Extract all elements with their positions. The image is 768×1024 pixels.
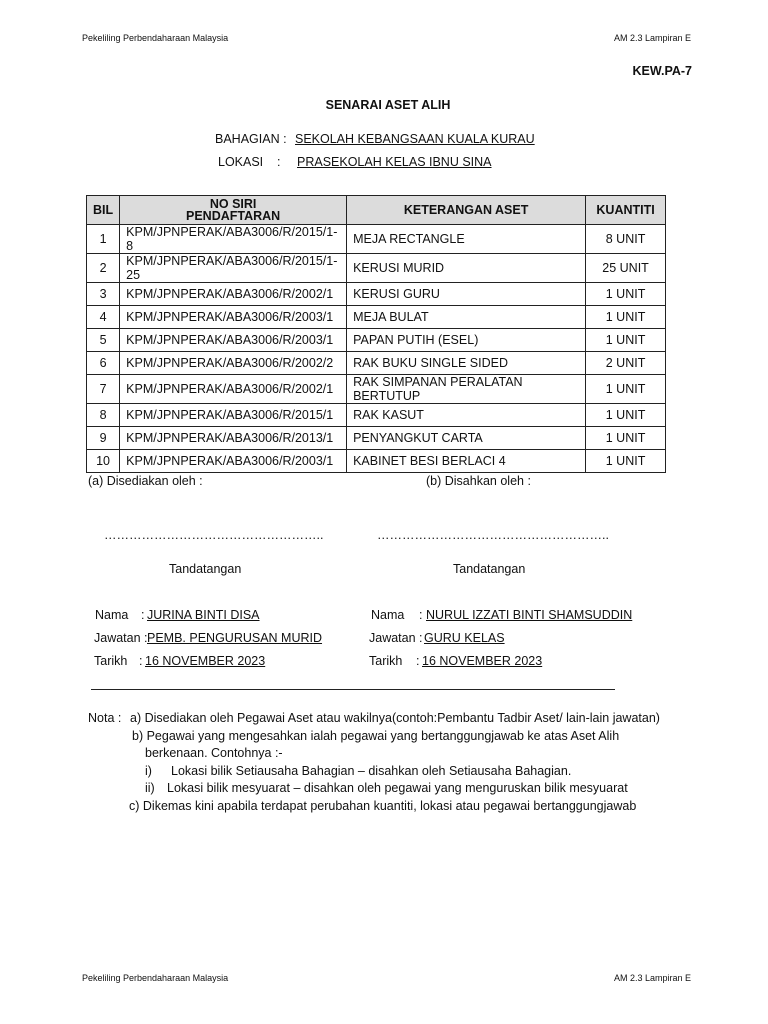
cell-bil: 4 xyxy=(87,306,120,329)
cell-kuantiti: 1 UNIT xyxy=(586,329,666,352)
nota-item-i-number: i) xyxy=(145,764,152,778)
nota-label: Nota : xyxy=(88,711,122,725)
asset-table xyxy=(86,195,666,473)
lokasi-value: PRASEKOLAH KELAS IBNU SINA xyxy=(297,155,492,169)
cell-kuantiti: 25 UNIT xyxy=(586,254,666,283)
footer-left-text: Pekeliling Perbendaharaan Malaysia xyxy=(82,973,229,983)
nota-item-b-line2: berkenaan. Contohnya :- xyxy=(145,746,283,760)
cell-bil: 3 xyxy=(87,283,120,306)
form-code: KEW.PA-7 xyxy=(632,64,692,78)
table-row xyxy=(87,352,666,375)
col-header-keterangan: KETERANGAN ASET xyxy=(347,196,586,225)
table-header-row xyxy=(87,196,666,225)
cell-bil: 9 xyxy=(87,427,120,450)
cell-kuantiti: 1 UNIT xyxy=(586,450,666,473)
table-row xyxy=(87,375,666,404)
cell-no-siri: KPM/JPNPERAK/ABA3006/R/2015/1-25 xyxy=(120,254,347,283)
approved-signature-dots: ……………………………………………….. xyxy=(377,528,609,542)
cell-keterangan: KABINET BESI BERLACI 4 xyxy=(347,450,586,473)
table-row xyxy=(87,329,666,352)
cell-no-siri: KPM/JPNPERAK/ABA3006/R/2003/1 xyxy=(120,306,347,329)
nota-item-a: a) Disediakan oleh Pegawai Aset atau wakilnya(contoh:Pembantu Tadbir Aset/ lain-lain jawatan) xyxy=(130,711,660,725)
col-header-no-siri-line2: PENDAFTARAN xyxy=(186,209,281,223)
cell-no-siri: KPM/JPNPERAK/ABA3006/R/2003/1 xyxy=(120,329,347,352)
approved-jawatan-value: GURU KELAS xyxy=(424,631,505,645)
col-header-no-siri xyxy=(120,196,347,225)
cell-bil: 7 xyxy=(87,375,120,404)
cell-keterangan: RAK BUKU SINGLE SIDED xyxy=(347,352,586,375)
approved-jawatan-label: Jawatan : xyxy=(369,631,423,645)
header-right-text: AM 2.3 Lampiran E xyxy=(613,33,691,43)
cell-no-siri: KPM/JPNPERAK/ABA3006/R/2013/1 xyxy=(120,427,347,450)
approved-nama-colon: : xyxy=(419,608,423,622)
cell-kuantiti: 1 UNIT xyxy=(586,427,666,450)
col-header-no-siri-line1: NO SIRI xyxy=(209,197,257,211)
lokasi-colon: : xyxy=(277,155,281,169)
table-row xyxy=(87,283,666,306)
page-title: SENARAI ASET ALIH xyxy=(325,98,451,112)
cell-keterangan: PAPAN PUTIH (ESEL) xyxy=(347,329,586,352)
approved-tarikh-label: Tarikh xyxy=(369,654,403,668)
cell-bil: 10 xyxy=(87,450,120,473)
cell-no-siri: KPM/JPNPERAK/ABA3006/R/2015/1-8 xyxy=(120,225,347,254)
prepared-tarikh-colon: : xyxy=(139,654,143,668)
cell-bil: 8 xyxy=(87,404,120,427)
prepared-tarikh-value: 16 NOVEMBER 2023 xyxy=(145,654,266,668)
cell-keterangan: PENYANGKUT CARTA xyxy=(347,427,586,450)
table-row xyxy=(87,225,666,254)
approved-nama-label: Nama xyxy=(371,608,405,622)
cell-kuantiti: 1 UNIT xyxy=(586,375,666,404)
cell-keterangan: RAK KASUT xyxy=(347,404,586,427)
cell-no-siri: KPM/JPNPERAK/ABA3006/R/2015/1 xyxy=(120,404,347,427)
approved-tarikh-value: 16 NOVEMBER 2023 xyxy=(422,654,543,668)
cell-kuantiti: 1 UNIT xyxy=(586,306,666,329)
col-header-bil: BIL xyxy=(87,196,120,225)
nota-item-b-line1: b) Pegawai yang mengesahkan ialah pegawai yang bertanggungjawab ke atas Aset Alih xyxy=(132,729,620,743)
table-row xyxy=(87,427,666,450)
cell-no-siri: KPM/JPNPERAK/ABA3006/R/2002/1 xyxy=(120,375,347,404)
table-row xyxy=(87,404,666,427)
cell-keterangan: RAK SIMPANAN PERALATAN BERTUTUP xyxy=(347,375,586,404)
prepared-signature-label: Tandatangan xyxy=(169,562,242,576)
cell-bil: 1 xyxy=(87,225,120,254)
col-header-kuantiti: KUANTITI xyxy=(586,196,666,225)
nota-item-i-text: Lokasi bilik Setiausaha Bahagian – disahkan oleh Setiausaha Bahagian. xyxy=(171,764,572,778)
cell-keterangan: KERUSI MURID xyxy=(347,254,586,283)
cell-no-siri: KPM/JPNPERAK/ABA3006/R/2002/1 xyxy=(120,283,347,306)
divider-line xyxy=(91,689,615,690)
approved-nama-value: NURUL IZZATI BINTI SHAMSUDDIN xyxy=(426,608,633,622)
prepared-tarikh-label: Tarikh xyxy=(94,654,128,668)
prepared-nama-label: Nama xyxy=(95,608,129,622)
lokasi-label: LOKASI xyxy=(218,155,264,169)
nota-item-ii-number: ii) xyxy=(145,781,155,795)
cell-kuantiti: 8 UNIT xyxy=(586,225,666,254)
table-row xyxy=(87,450,666,473)
cell-no-siri: KPM/JPNPERAK/ABA3006/R/2003/1 xyxy=(120,450,347,473)
approved-heading: (b) Disahkan oleh : xyxy=(426,474,531,488)
cell-kuantiti: 1 UNIT xyxy=(586,283,666,306)
prepared-heading: (a) Disediakan oleh : xyxy=(88,474,203,488)
cell-kuantiti: 1 UNIT xyxy=(586,404,666,427)
cell-keterangan: KERUSI GURU xyxy=(347,283,586,306)
header-left-text: Pekeliling Perbendaharaan Malaysia xyxy=(82,33,229,43)
approved-signature-label: Tandatangan xyxy=(453,562,526,576)
prepared-signature-dots: …………………………………………….. xyxy=(104,528,324,542)
cell-bil: 6 xyxy=(87,352,120,375)
prepared-jawatan-label: Jawatan : xyxy=(94,631,148,645)
nota-item-ii-text: Lokasi bilik mesyuarat – disahkan oleh pegawai yang menguruskan bilik mesyuarat xyxy=(167,781,628,795)
footer-right-text: AM 2.3 Lampiran E xyxy=(613,973,691,983)
cell-bil: 2 xyxy=(87,254,120,283)
table-row xyxy=(87,306,666,329)
cell-kuantiti: 2 UNIT xyxy=(586,352,666,375)
prepared-nama-value: JURINA BINTI DISA xyxy=(147,608,260,622)
cell-no-siri: KPM/JPNPERAK/ABA3006/R/2002/2 xyxy=(120,352,347,375)
table-row xyxy=(87,254,666,283)
bahagian-label: BAHAGIAN : xyxy=(215,132,287,146)
approved-tarikh-colon: : xyxy=(416,654,420,668)
bahagian-value: SEKOLAH KEBANGSAAN KUALA KURAU xyxy=(295,132,535,146)
cell-keterangan: MEJA BULAT xyxy=(347,306,586,329)
prepared-jawatan-value: PEMB. PENGURUSAN MURID xyxy=(147,631,323,645)
cell-bil: 5 xyxy=(87,329,120,352)
nota-item-c: c) Dikemas kini apabila terdapat perubahan kuantiti, lokasi atau pegawai bertanggungjawab xyxy=(129,799,637,813)
prepared-nama-colon: : xyxy=(141,608,145,622)
cell-keterangan: MEJA RECTANGLE xyxy=(347,225,586,254)
